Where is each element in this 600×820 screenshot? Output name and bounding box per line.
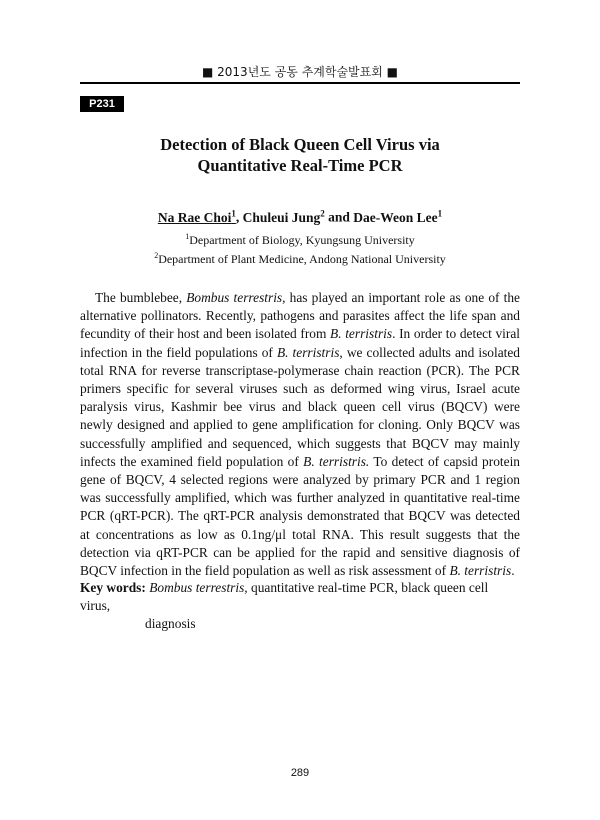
author-1-name: Na Rae Choi — [157, 209, 232, 225]
page-number: 289 — [290, 767, 310, 779]
keywords-continuation: diagnosis — [145, 616, 196, 632]
keywords-label: Key words: — [80, 580, 146, 595]
abstract-text: , has played an important role as one of the alternative pollinators. Recently, pathogens and parasites affect the life span and fecundity of their host and been isolated from — [80, 290, 521, 342]
author-list — [80, 205, 520, 226]
species-name: B. terristris — [330, 326, 393, 342]
abstract-text: The bumblebee, — [95, 290, 187, 305]
affiliation-1 — [80, 229, 520, 248]
title-line-1: Detection of Black Queen Cell Virus via — [160, 135, 440, 154]
author-1 — [158, 210, 236, 225]
affiliation-1-marker: 1 — [185, 232, 190, 241]
header-rule — [80, 82, 520, 84]
species-name: B. terristris — [276, 344, 340, 360]
keyword-species: Bombus terrestris, — [149, 580, 248, 595]
species-name: B. terristris. — [303, 453, 370, 469]
author-3 — [353, 210, 442, 225]
paper-title — [80, 134, 520, 176]
author-2 — [243, 210, 325, 225]
species-name: Bombus terrestris — [186, 290, 283, 305]
author-2-name: Chuleui Jung — [242, 209, 321, 225]
affiliation-2-marker: 2 — [154, 251, 159, 260]
poster-code-badge: P231 — [80, 96, 124, 112]
keywords-section — [80, 579, 520, 634]
author-1-affil-marker: 1 — [231, 208, 236, 218]
title-line-2: Quantitative Real-Time PCR — [197, 156, 403, 175]
abstract-text: , we collected adults and isolated total RNA for reverse transcriptase-polymerase chain reaction (PCR). The PCR primers specific for several viruses such as deformed wing virus, Israel acute paralysis virus, Kashmir bee virus and black queen cell virus (BQCV) were newly designed and applied to gene amplification for cloning. Only BQCV was successfully amplified and sequenced, which suggests that BQCV may mainly infects the examined field population of — [80, 344, 520, 469]
author-conjunction: and — [324, 209, 354, 225]
affiliation-1-text: Department of Biology, Kyungsung University — [189, 233, 415, 247]
abstract-text: . — [511, 563, 515, 579]
conference-header: ■ 2013년도 공동 추계학술발표회 ■ — [202, 65, 398, 79]
affiliations — [80, 229, 520, 267]
affiliation-2 — [80, 248, 520, 267]
author-2-affil-marker: 2 — [320, 208, 325, 218]
abstract-body — [80, 289, 520, 580]
author-3-name: Dae-Weon Lee — [353, 209, 438, 225]
author-separator: , — [235, 209, 243, 225]
author-3-affil-marker: 1 — [437, 208, 443, 218]
affiliation-2-text: Department of Plant Medicine, Andong National University — [158, 252, 446, 266]
species-name: B. terristris — [449, 563, 512, 579]
abstract-text: To detect of capsid protein gene of BQCV, 4 selected regions were analyzed by primary PCR and 1 region was successfully amplified, which was further analyzed in quantitative real-time PCR (qRT-PCR). The qRT-PCR analysis demonstrated that BQCV was detected at concentrations as low as 0.1ng/μl total RNA. This result suggests that the detection via qRT-PCR can be applied for the rapid and sensitive diagnosis of BQCV infection in the field population as well as risk assessment of — [80, 453, 520, 579]
abstract-text: . In order to detect viral infection in the field populations of — [80, 326, 520, 360]
keywords-list: quantitative real-time PCR, black queen cell virus, — [80, 580, 489, 614]
